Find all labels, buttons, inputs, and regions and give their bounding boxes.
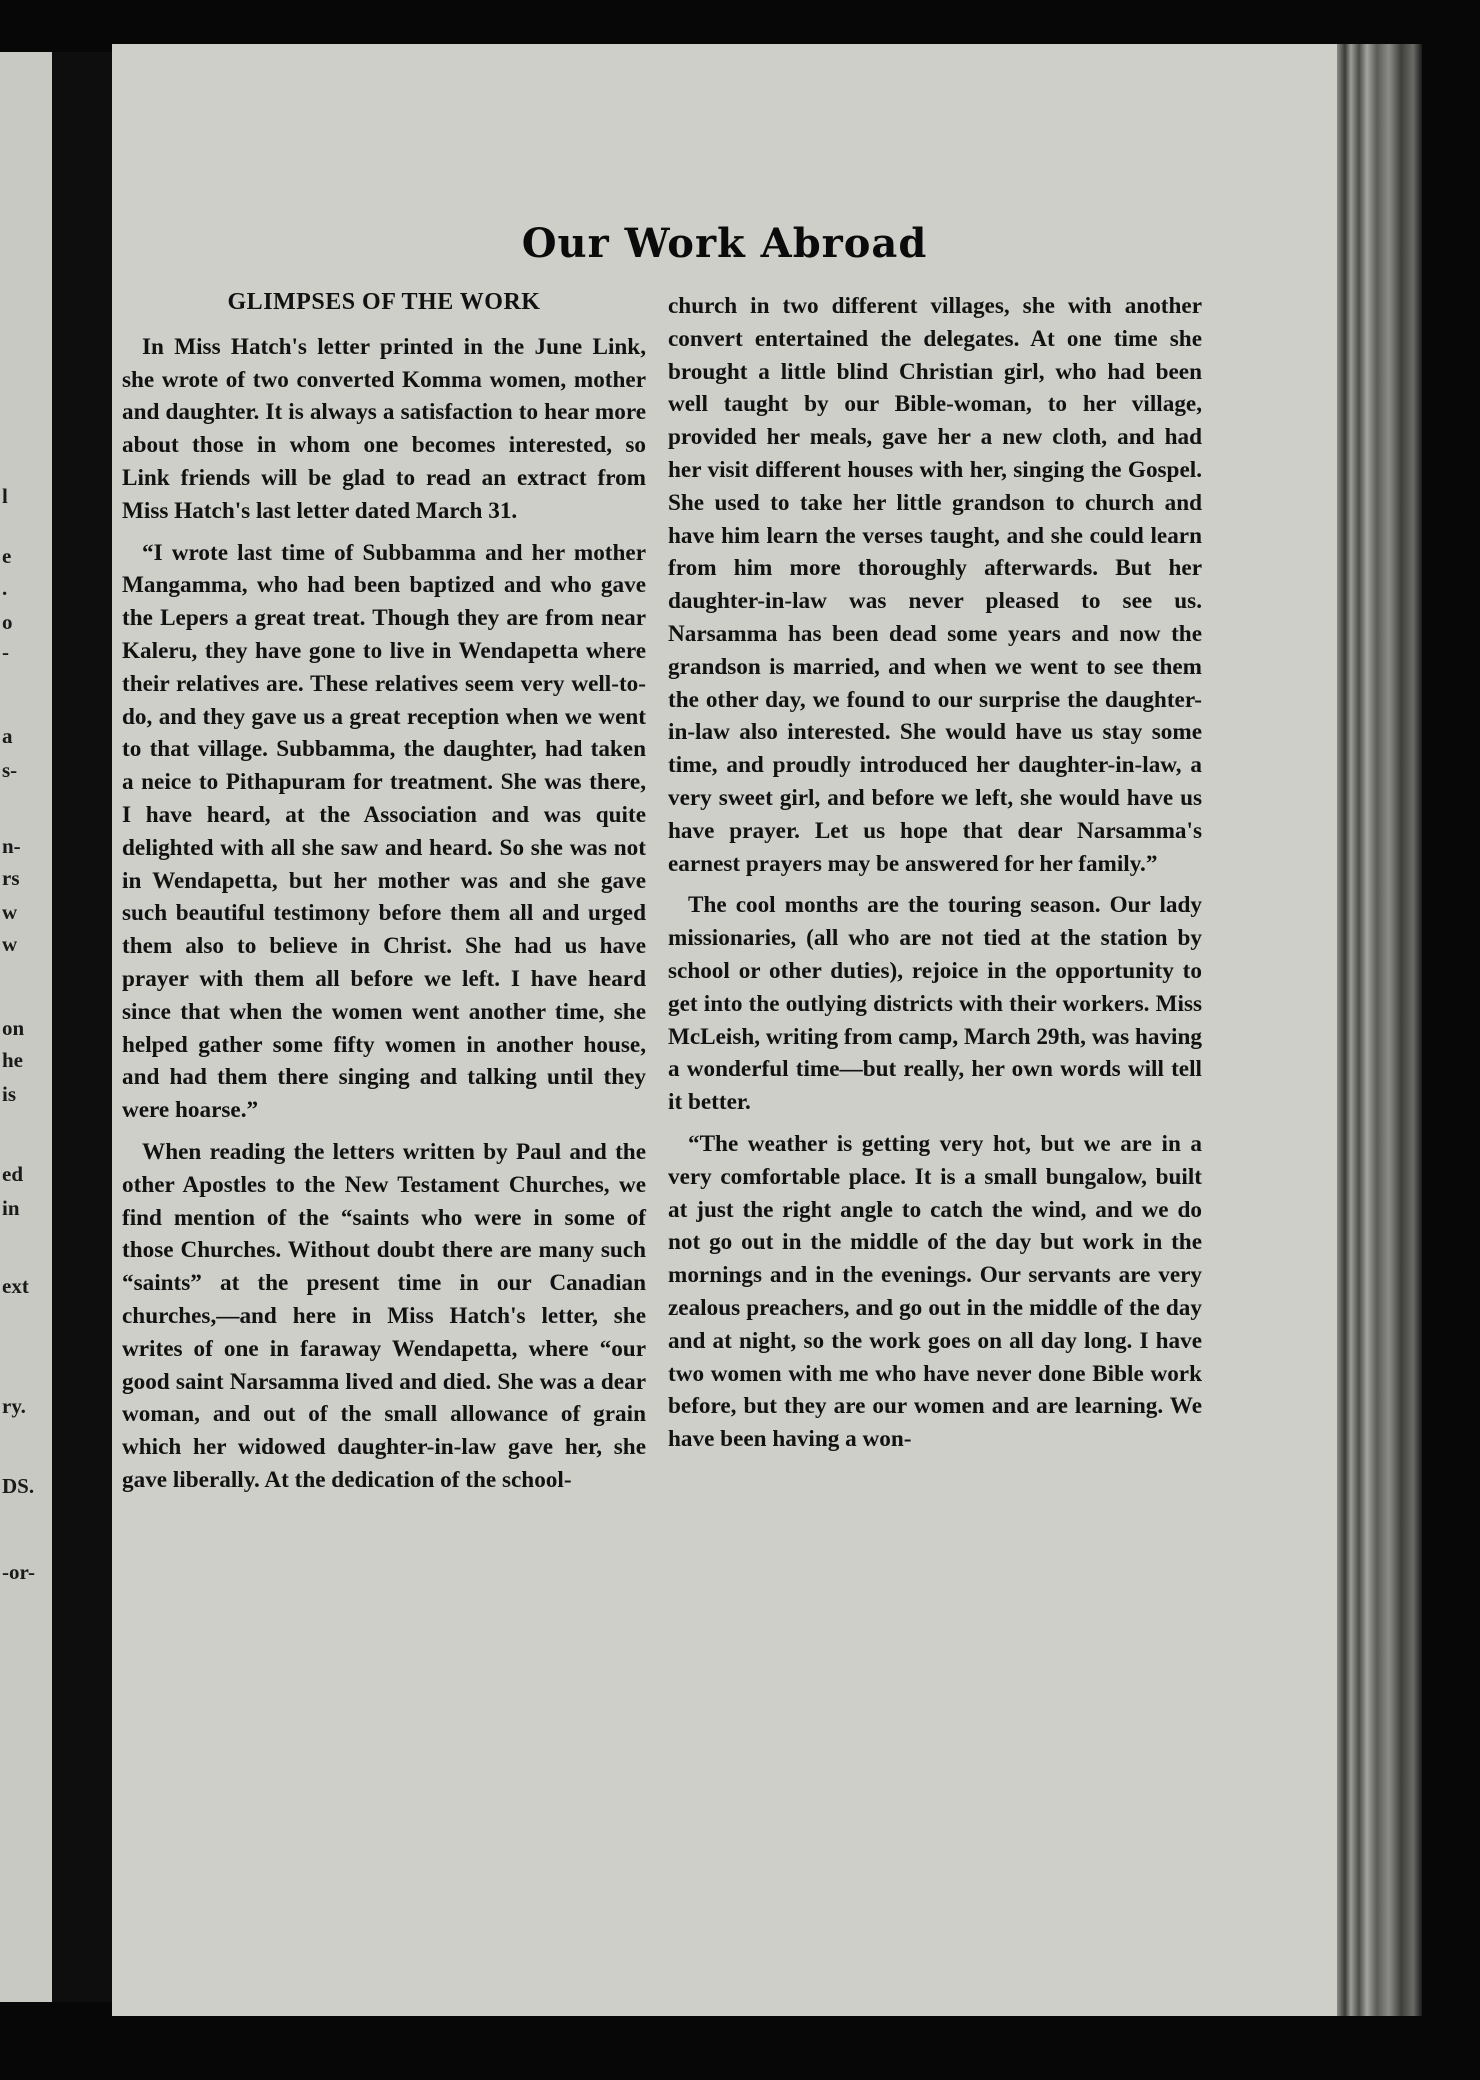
left-fragment: DS. <box>2 1474 35 1498</box>
left-fragment: in <box>2 1196 20 1220</box>
binding-shadow <box>52 52 112 2002</box>
left-fragment: is <box>2 1082 17 1106</box>
section-title: GLIMPSES OF THE WORK <box>227 289 541 315</box>
left-fragment: ed <box>2 1162 23 1186</box>
left-fragment: he <box>2 1048 23 1072</box>
left-fragment: s- <box>2 758 18 782</box>
page-edge-stack <box>1337 44 1422 2016</box>
paragraph: In Miss Hatch's letter printed in the June Link, she wrote of two converted Komma women, mother and daughter. It is always a satisfaction to hear more about those in whom one becomes interested, so Link friends will be glad to read an extract from Miss Hatch's last letter dated March 31. <box>122 333 646 524</box>
page-header-title: Our Work Abroad <box>521 220 928 267</box>
left-fragment: n- <box>2 834 21 858</box>
paragraph: church in two different villages, she with another convert entertained the delegates. At one time she brought a little blind Christian girl, who had been well taught by our Bible-woman, to her village, provided her meals, gave her a new cloth, and had her visit different houses with her, singing the Gospel. She used to take her little grandson to church and have him learn the verses taught, and she could learn from him more thoroughly afterwards. But her daughter-in-law was never pleased to see us. Narsamma has been dead some years and now the grandson is married, and when we went to see them the other day, we found to our surprise the daughter-in-law also interested. She would have us stay some time, and proudly introduced her daughter-in-law, a very sweet girl, and before we left, she would have us have prayer. Let us hope that dear Narsamma's earnest prayers may be answered for her family.” <box>668 293 1202 877</box>
left-fragment: l <box>2 484 8 508</box>
left-fragment: -or- <box>2 1560 36 1584</box>
right-column <box>668 290 1202 1456</box>
left-column <box>122 286 646 1497</box>
left-fragment: w <box>2 900 18 924</box>
paragraph: The cool months are the touring season. Our lady missionaries, (all who are not tied at the station by school or other duties), rejoice in the opportunity to get into the outlying districts with their workers. Miss McLeish, writing from camp, March 29th, was having a wonderful time—but really, her own words will tell it better. <box>668 892 1202 1116</box>
paragraph: “I wrote last time of Subbamma and her mother Mangamma, who had been baptized and who gave the Lepers a great treat. Though they are from near Kaleru, they have gone to live in Wendapetta where their relatives are. These relatives seem very well-to-do, and they gave us a great reception when we went to that village. Subbamma, the daughter, had taken a neice to Pithapuram for treatment. She was there, I have heard, at the Association and was quite delighted with all she saw and heard. So she was not in Wendapetta, but her mother was and she gave such beautiful testimony before them all and urged them also to believe in Christ. She had us have prayer with them all before we left. I have heard since that when the women went another time, she helped gather some fifty women in another house, and had them there singing and talking until they were hoarse.” <box>122 539 646 1124</box>
left-fragment: rs <box>2 866 20 890</box>
left-fragment: w <box>2 932 18 956</box>
left-fragment: a <box>2 724 13 748</box>
left-fragment: ry. <box>2 1394 26 1418</box>
left-fragment: on <box>2 1016 25 1040</box>
left-fragment: . <box>2 576 8 600</box>
left-fragment: ext <box>2 1274 29 1298</box>
adjacent-page-fragment <box>0 52 52 2002</box>
paragraph: When reading the letters written by Paul and the other Apostles to the New Testament Churches, we find mention of the “saints who were in some of those Churches. Without doubt there are many such “saints” at the present time in our Canadian churches,—and here in Miss Hatch's letter, she writes of one in faraway Wendapetta, where “our good saint Narsamma lived and died. She was a dear woman, and out of the small allowance of grain which her widowed daughter-in-law gave her, she gave liberally. At the dedication of the school- <box>122 1138 646 1493</box>
paragraph: “The weather is getting very hot, but we are in a very comfortable place. It is a small bungalow, built at just the right angle to catch the wind, and we do not go out in the middle of the day but work in the mornings and in the evenings. Our servants are very zealous preachers, and go out in the middle of the day and at night, so the work goes on all day long. I have two women with me who have never done Bible work before, but they are our women and are learning. We have been having a won- <box>668 1130 1202 1453</box>
left-fragment: - <box>2 640 9 664</box>
left-fragment: e <box>2 544 12 568</box>
left-fragment: o <box>2 610 13 634</box>
